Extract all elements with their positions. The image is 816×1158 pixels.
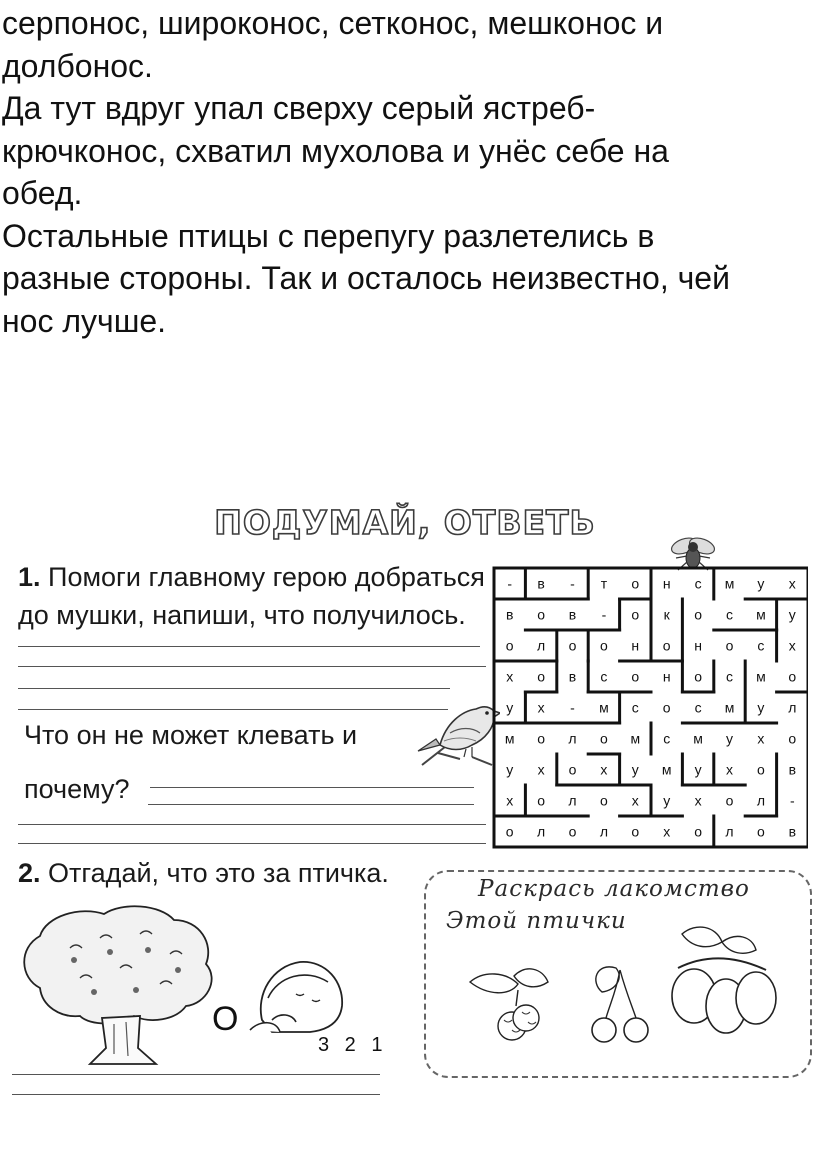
maze-cell-letter: х xyxy=(663,823,671,840)
maze-cell-letter: у xyxy=(757,699,765,716)
maze-cell-letter: о xyxy=(568,761,577,778)
maze-cell-letter: х xyxy=(757,730,765,747)
maze-cell-letter: у xyxy=(631,761,639,778)
maze-cell-letter: л xyxy=(599,823,608,840)
maze-cell-letter: - xyxy=(507,575,513,592)
task1-text-line2: до мушки, напиши, что получилось. xyxy=(18,600,466,630)
maze-cell-letter: м xyxy=(756,606,766,623)
task2-text: Отгадай, что это за птичка. xyxy=(48,858,389,888)
maze-cell-letter: у xyxy=(788,606,796,623)
answer-line[interactable] xyxy=(18,646,480,647)
maze-cell-letter: л xyxy=(568,792,577,809)
answer-line[interactable] xyxy=(18,666,486,667)
task2-title xyxy=(18,858,389,889)
coloring-text-line1: Раскрась лакомство xyxy=(478,876,750,902)
maze-cell-letter: х xyxy=(694,792,702,809)
maze-cell-letter: о xyxy=(788,730,797,747)
answer-line[interactable] xyxy=(18,824,486,825)
task1-question-line1: Что он не может клевать и xyxy=(24,720,358,750)
story-line: разные стороны. Так и осталось неизвестно, чей xyxy=(2,260,730,296)
maze-cell-letter: т xyxy=(600,575,608,592)
letter-maze[interactable] xyxy=(492,566,808,850)
coloring-text-line2: Этой птички xyxy=(446,908,627,934)
berries-illustration xyxy=(426,872,810,1076)
maze-cell-letter: о xyxy=(662,699,671,716)
maze-cell-letter: о xyxy=(662,637,671,654)
maze-cell-letter: н xyxy=(662,575,671,592)
maze-cell-letter: у xyxy=(694,761,702,778)
maze-cell-letter: н xyxy=(631,637,640,654)
task1-question-line2: почему? xyxy=(24,774,130,804)
maze-cell-letter: у xyxy=(506,761,514,778)
maze-cell-letter: с xyxy=(663,730,671,747)
maze-cell-letter: у xyxy=(506,699,514,716)
maze-cell-letter: х xyxy=(506,792,514,809)
maze-cell-letter: о xyxy=(537,668,545,685)
maze-cell-letter: х xyxy=(631,792,639,809)
maze-cell-letter: о xyxy=(694,823,702,840)
answer-line[interactable] xyxy=(150,787,474,788)
story-line: Да тут вдруг упал сверху серый ястреб- xyxy=(2,90,596,126)
maze-cell-letter: с xyxy=(694,575,702,592)
maze-cell-letter: н xyxy=(694,637,702,654)
maze-cell-letter: х xyxy=(788,575,796,592)
maze-cell-letter: в xyxy=(537,575,545,592)
maze-cell-letter: с xyxy=(631,699,639,716)
story-line: крючконос, схватил мухолова и унёс себе на xyxy=(2,132,669,169)
maze-cell-letter: о xyxy=(725,637,734,654)
maze-cell-letter: - xyxy=(601,606,607,623)
maze-cell-letter: о xyxy=(537,792,545,809)
answer-line[interactable] xyxy=(18,843,486,844)
story-line: долбонос. xyxy=(2,47,153,84)
maze-cell-letter: л xyxy=(725,823,734,840)
answer-line[interactable] xyxy=(148,804,474,805)
story-line: серпонос, широконос, сетконос, мешконос и xyxy=(2,5,664,41)
maze-cell-letter: с xyxy=(726,606,733,623)
maze-cell-letter: - xyxy=(789,792,795,809)
maze-cell-letter: х xyxy=(600,761,608,778)
maze-cell-letter: у xyxy=(663,792,671,809)
task1-number: 1. xyxy=(18,562,41,592)
task1-title-line1 xyxy=(18,562,485,593)
maze-cell-letter: о xyxy=(725,792,734,809)
maze-cell-letter: о xyxy=(757,823,765,840)
maze-cell-letter: о xyxy=(537,730,545,747)
maze-cell-letter: х xyxy=(506,668,514,685)
task1-text-line1: Помоги главному герою добраться xyxy=(48,562,485,592)
maze-cell-letter: о xyxy=(600,730,608,747)
maze-cell-letter: м xyxy=(693,730,703,747)
maze-cell-letter: о xyxy=(788,668,797,685)
maze-cell-letter: л xyxy=(568,730,577,747)
bird-illustration xyxy=(410,693,500,775)
maze-cell-letter: в xyxy=(788,823,797,840)
maze-cell-letter: о xyxy=(568,637,577,654)
maze-cell-letter: х xyxy=(788,637,796,654)
maze-cell-letter: с xyxy=(600,668,608,685)
story-line: обед. xyxy=(2,175,83,211)
answer-line[interactable] xyxy=(18,709,448,710)
maze-cell-letter: о xyxy=(631,606,640,623)
maze-cell-letter: о xyxy=(537,606,545,623)
maze-cell-letter: х xyxy=(537,761,545,778)
maze-cell-letter: м xyxy=(504,730,515,747)
story-line: нос лучше. xyxy=(2,302,167,339)
story-line: Остальные птицы с перепугу разлетелись в xyxy=(2,217,655,254)
maze-cell-letter: о xyxy=(505,637,514,654)
maze-cell-letter: о xyxy=(505,823,514,840)
maze-cell-letter: л xyxy=(756,792,765,809)
maze-cell-letter: в xyxy=(788,761,797,778)
maze-cell-letter: о xyxy=(631,575,640,592)
maze-cell-letter: к xyxy=(663,606,670,623)
maze-cell-letter: о xyxy=(694,668,702,685)
maze-cell-letter: с xyxy=(726,668,733,685)
maze-cell-letter: м xyxy=(724,699,735,716)
maze-cell-letter: - xyxy=(570,699,575,716)
maze-cell-letter: м xyxy=(756,668,766,685)
maze-cell-letter: о xyxy=(631,823,640,840)
answer-line[interactable] xyxy=(18,688,450,689)
maze-cell-letter: - xyxy=(570,575,575,592)
maze-cell-letter: м xyxy=(599,699,609,716)
maze-cell-letter: с xyxy=(694,699,702,716)
worksheet-header: ПОДУМАЙ, ОТВЕТЬ xyxy=(214,503,596,542)
maze-cell-letter: х xyxy=(537,699,545,716)
maze-cell-letter: о xyxy=(600,792,608,809)
maze-cell-letter: о xyxy=(757,761,765,778)
maze-cell-letter: о xyxy=(694,606,702,623)
maze-cell-letter: у xyxy=(726,730,733,747)
maze-cell-letter: у xyxy=(757,575,765,592)
maze-cell-letter: в xyxy=(568,606,577,623)
maze-cell-letter: х xyxy=(726,761,733,778)
answer-line[interactable] xyxy=(12,1074,380,1075)
maze-cell-letter: в xyxy=(505,606,514,623)
answer-line[interactable] xyxy=(12,1094,380,1095)
maze-cell-letter: о xyxy=(631,668,640,685)
maze-cell-letter: н xyxy=(662,668,671,685)
maze-grid[interactable] xyxy=(492,566,808,850)
maze-cell-letter: л xyxy=(537,823,546,840)
maze-cell-letter: л xyxy=(788,699,797,716)
maze-cell-letter: о xyxy=(600,637,608,654)
task2-number: 2. xyxy=(18,858,41,888)
rebus-letter: О xyxy=(212,1000,239,1038)
maze-cell-letter: о xyxy=(568,823,577,840)
maze-cell-letter: м xyxy=(724,575,735,592)
rebus-numbers: 3 2 1 xyxy=(318,1034,388,1056)
story-text xyxy=(2,2,814,342)
maze-cell-letter: м xyxy=(630,730,641,747)
maze-cell-letter: с xyxy=(757,637,765,654)
maze-cell-letter: л xyxy=(537,637,546,654)
maze-cell-letter: м xyxy=(661,761,672,778)
coloring-box xyxy=(424,870,812,1078)
maze-cell-letter: в xyxy=(568,668,577,685)
